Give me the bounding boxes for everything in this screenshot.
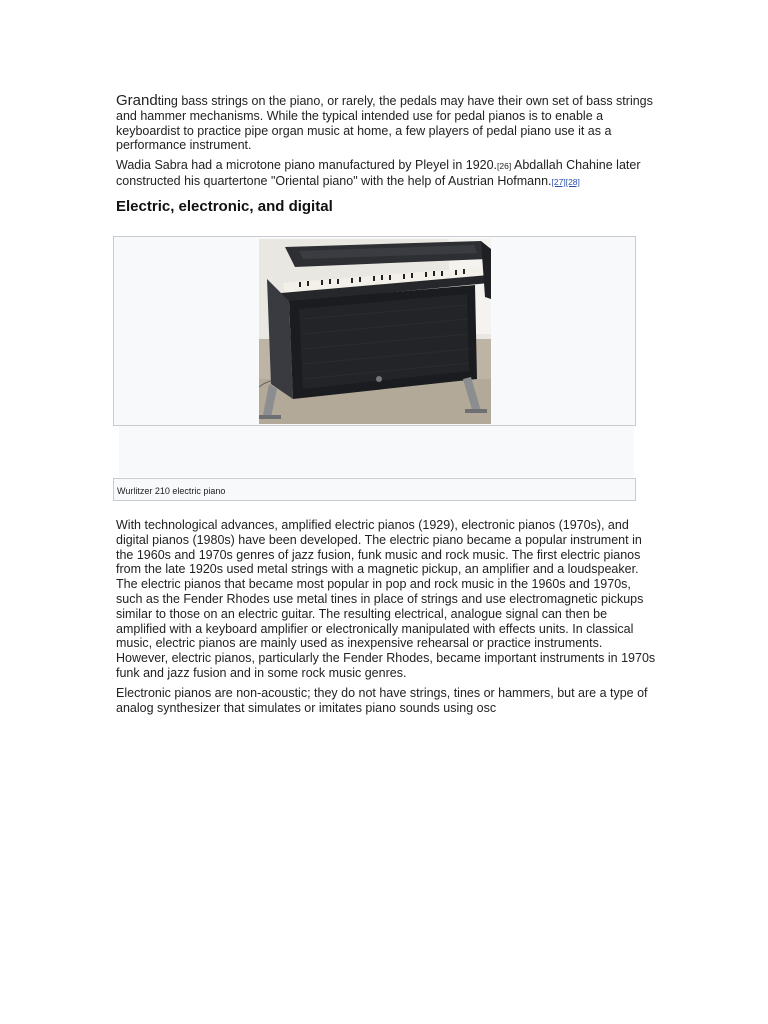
- paragraph-electronic-pianos: Electronic pianos are non-acoustic; they do not have strings, tines or hammers, but are a type of analog synthesizer that simulates or imitates piano sounds using osc: [116, 685, 648, 715]
- reference-links: [552, 177, 580, 187]
- paragraph-first-word: Grand: [116, 92, 158, 109]
- paragraph-text: ting bass strings on the piano, or rarely, the pedals may have their own set of bass strings and hammer mechanisms. While the typical intended use for pedal pianos is to enable a keyboardist to practice pipe organ music at home, a few players of pedal piano use it as a performance instrument.: [116, 94, 653, 153]
- reference-26: [26]: [497, 161, 512, 172]
- paragraph-pedal-pianos: [116, 94, 656, 153]
- figure-frame: [113, 236, 636, 426]
- reference-28-link[interactable]: [28]: [565, 176, 580, 187]
- figure-spacer: [119, 426, 634, 477]
- paragraph-microtone: [116, 158, 656, 190]
- figure-caption-box: [113, 478, 636, 501]
- article-bottom: [116, 518, 656, 720]
- section-heading: Electric, electronic, and digital: [116, 197, 333, 215]
- article-top: [116, 94, 656, 222]
- paragraph-electric-pianos: With technological advances, amplified electric pianos (1929), electronic pianos (1970s), and digital pianos (1980s) have been developed. The electric piano became a popular instrument in the 1960s and 1970s genres of jazz fusion, funk music and rock music. The first electric pianos from the late 1920s used metal strings with a magnetic pickup, an amplifier and a loudspeaker. The electric pianos that became most popular in pop and rock music in the 1960s and 1970s, such as the Fender Rhodes use metal tines in place of strings and use electromagnetic pickups similar to those on an electric guitar. The resulting electrical, analogue signal can then be amplified with a keyboard amplifier or electronically manipulated with effects units. In classical music, electric pianos are mainly used as inexpensive rehearsal or practice instruments. However, electric pianos, particularly the Fender Rhodes, became important instruments in 1970s funk and jazz fusion and in some rock music genres.: [116, 518, 656, 680]
- paragraph-text: Wadia Sabra had a microtone piano manufactured by Pleyel in 1920.: [116, 158, 498, 173]
- paragraph-text: Abdallah Chahine later constructed his quartertone "Oriental piano" with the help of Austrian Hofmann.: [116, 158, 641, 188]
- figure-wurlitzer: [113, 236, 636, 501]
- wurlitzer-piano-photo[interactable]: [259, 239, 491, 424]
- figure-caption: Wurlitzer 210 electric piano: [117, 486, 226, 496]
- reference-27-link[interactable]: [27]: [551, 176, 566, 187]
